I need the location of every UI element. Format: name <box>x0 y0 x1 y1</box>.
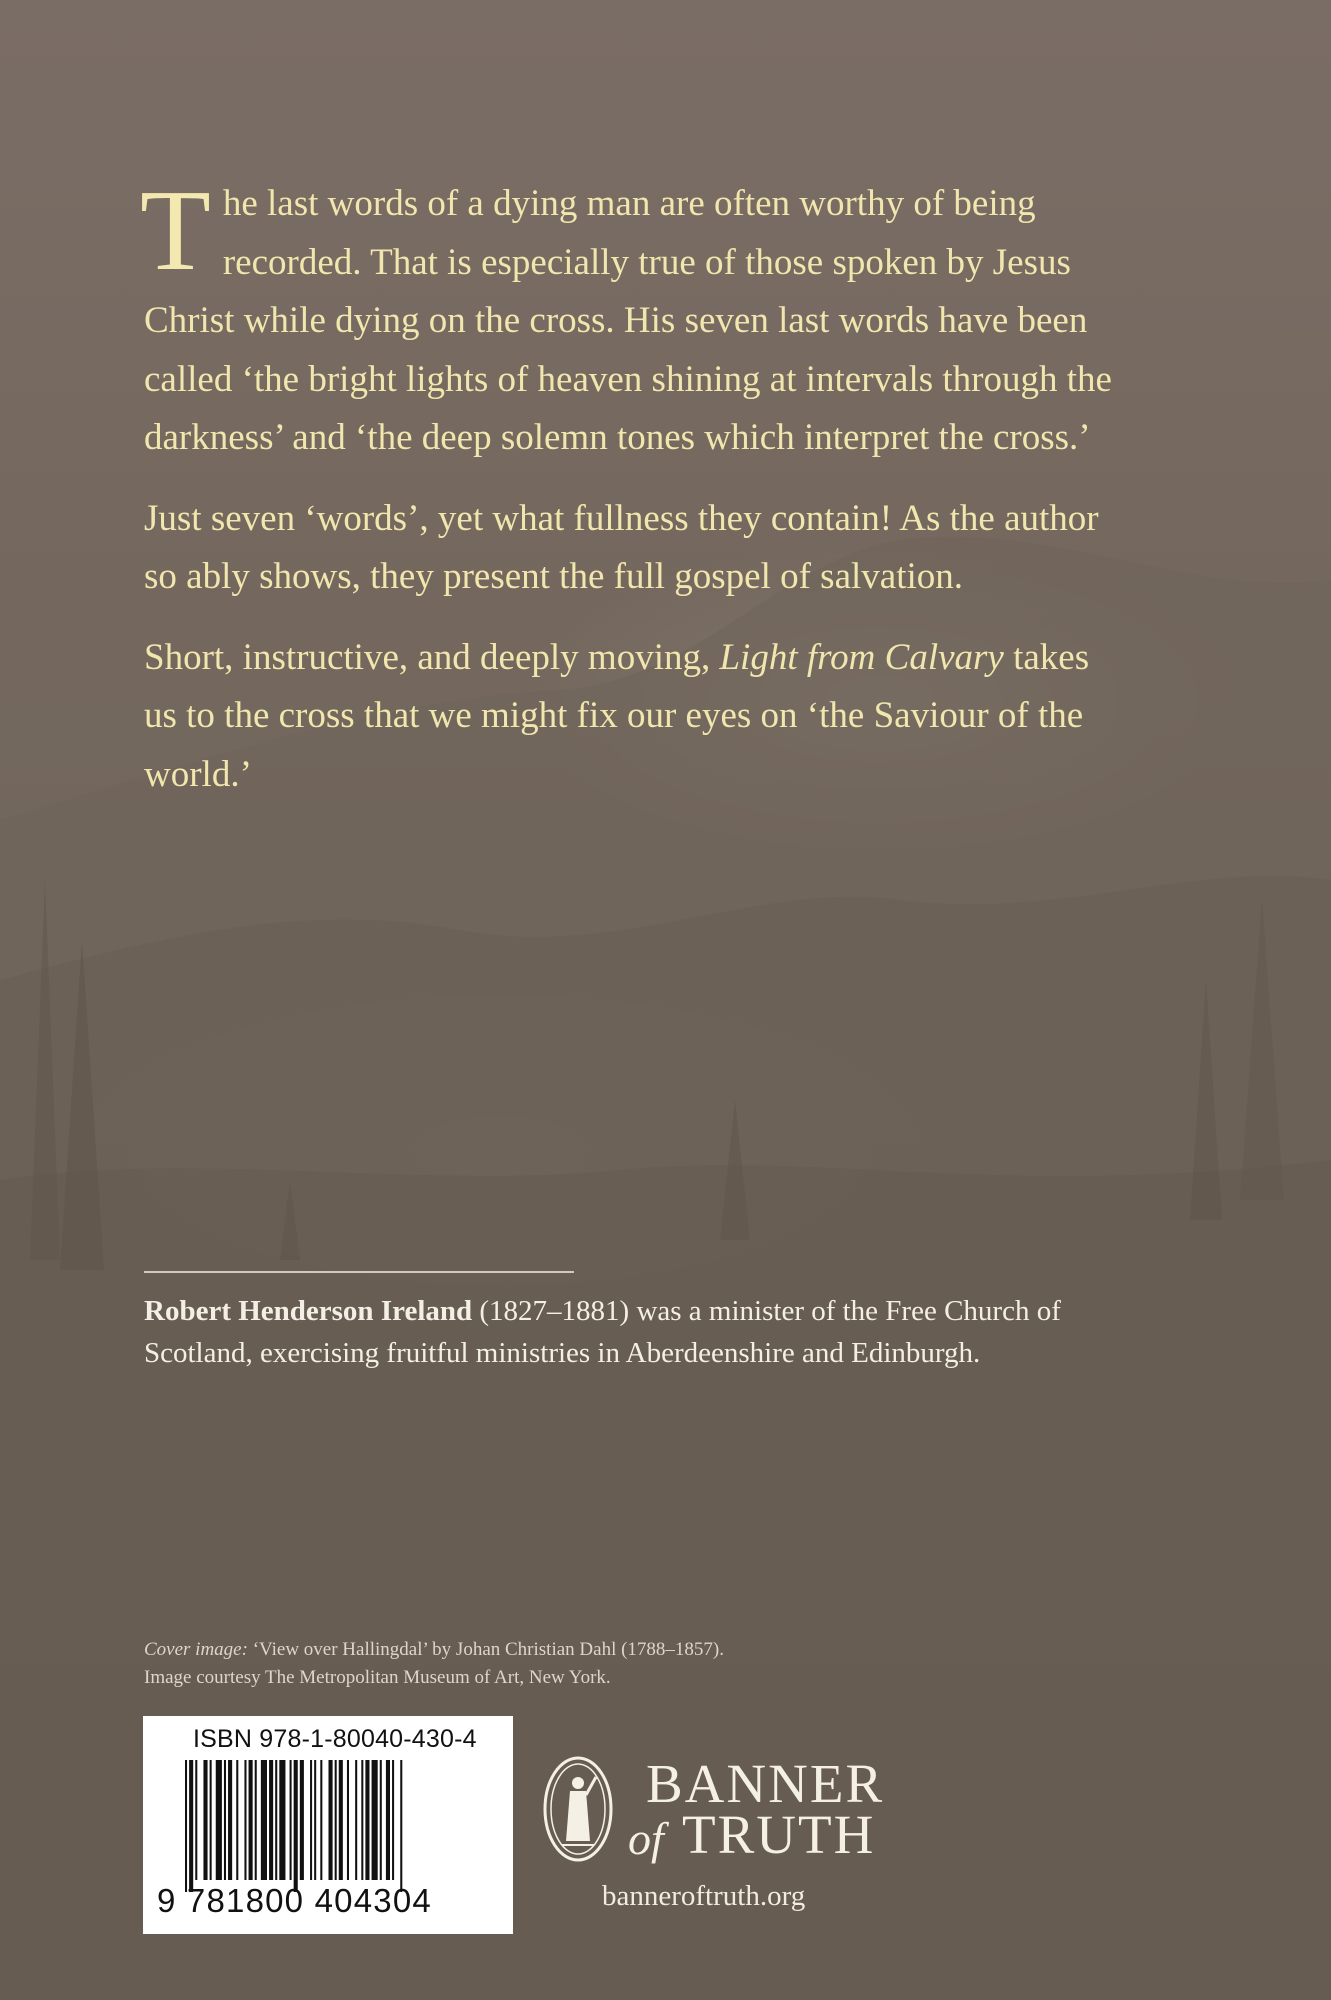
blurb-paragraph-3-end: takes us to the cross that we might fix our eyes on ‘the Saviour of the world.’ <box>144 636 1090 795</box>
barcode-bar <box>339 1760 343 1880</box>
barcode-bar <box>347 1760 349 1880</box>
barcode-bar <box>314 1760 316 1880</box>
publisher-logo[interactable] <box>542 1750 922 1910</box>
author-bio-text: (1827–1881) was a minister of the Free Church of Scotland, exercising fruitful ministries in Aberdeenshire and Edinburgh. <box>144 1295 1061 1369</box>
isbn-label: ISBN 978-1-80040-430-4 <box>193 1725 477 1753</box>
blurb-paragraph-3 <box>144 629 1129 805</box>
barcode-bar <box>236 1760 238 1880</box>
divider <box>144 1271 574 1273</box>
credit-text: ‘View over Hallingdal’ by Johan Christian Dahl (1788–1857). <box>247 1639 725 1660</box>
barcode-bar <box>195 1760 197 1880</box>
barcode-bar <box>279 1760 285 1880</box>
isbn-barcode <box>143 1716 513 1934</box>
credit-line-2: Image courtesy The Metropolitan Museum of Art, New York. <box>144 1667 611 1688</box>
blurb-paragraph-3-intro: Short, instructive, and deeply moving, <box>144 636 720 678</box>
blurb-paragraph-1-text: he last words of a dying man are often worthy of being recorded. That is especially true of those spoken by Jesus Christ while dying on the cross. His seven last words have been called ‘the bright lights of heaven shining at intervals through the darkness’ and ‘the deep solemn tones which interpret the cross.’ <box>144 183 1112 458</box>
barcode-bar <box>290 1760 292 1880</box>
barcode-bar <box>294 1760 298 1892</box>
barcode-bar <box>269 1760 273 1880</box>
barcode-bar <box>310 1760 312 1880</box>
barcode-bar <box>386 1760 390 1880</box>
barcode-bar <box>185 1760 187 1892</box>
blurb-paragraph-2: Just seven ‘words’, yet what fullness they contain! As the author so ably shows, they present the full gospel of salvation. <box>144 497 1099 597</box>
barcode-digits <box>157 1882 503 1922</box>
publisher-name-of: of <box>628 1813 664 1864</box>
barcode-bar <box>275 1760 277 1880</box>
barcode-bar <box>361 1760 363 1880</box>
book-title: Light from Calvary <box>719 636 1004 678</box>
barcode-bar <box>329 1760 333 1880</box>
cover-image-credit <box>144 1636 844 1692</box>
barcode-bar <box>224 1760 226 1880</box>
credit-label: Cover image: <box>144 1639 248 1660</box>
credit-line-1 <box>144 1636 844 1664</box>
blurb <box>140 167 1129 826</box>
author-name: Robert Henderson Ireland <box>144 1295 473 1327</box>
barcode-bar <box>261 1760 267 1880</box>
barcode-bar <box>255 1760 257 1880</box>
publisher-website[interactable]: banneroftruth.org <box>602 1880 806 1912</box>
barcode-bar <box>380 1760 382 1880</box>
barcode-bar <box>228 1760 232 1880</box>
barcode-bar <box>216 1760 222 1880</box>
barcode-bar <box>244 1760 246 1880</box>
barcode-bar <box>392 1760 394 1880</box>
author-bio <box>144 1290 1094 1374</box>
drop-cap: T <box>140 167 211 295</box>
barcode-bar <box>355 1760 357 1880</box>
blurb-paragraph-1 <box>140 167 1129 468</box>
barcode-bar <box>320 1760 322 1880</box>
barcode-bar <box>300 1760 304 1880</box>
barcode-bar <box>203 1760 207 1880</box>
barcode-bar <box>189 1760 193 1892</box>
barcode-bar <box>365 1760 369 1880</box>
barcode-bars <box>185 1760 475 1892</box>
publisher-name-line-1: BANNER <box>646 1753 885 1814</box>
barcode-bar <box>335 1760 337 1880</box>
barcode-bar <box>210 1760 212 1880</box>
barcode-bar <box>400 1760 402 1892</box>
barcode-digits-text: 9 781800 404304 <box>157 1882 432 1919</box>
barcode-bar <box>249 1760 253 1880</box>
publisher-name-line-2: TRUTH <box>682 1804 876 1865</box>
seal-figure-icon <box>542 1755 614 1863</box>
barcode-bar <box>372 1760 378 1880</box>
